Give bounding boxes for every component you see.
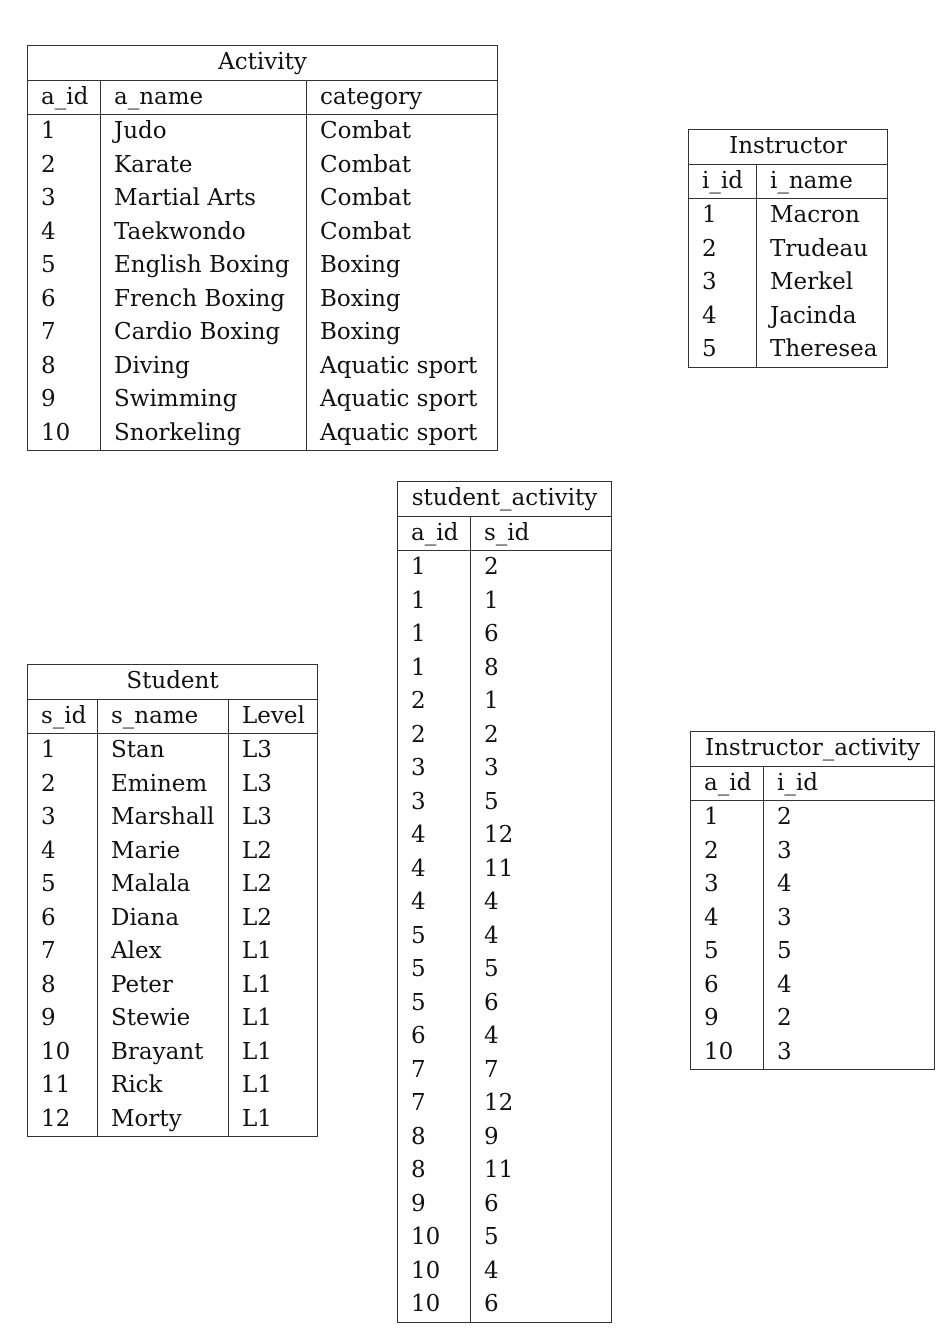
table-cell: 6 — [471, 1288, 612, 1322]
table-cell: L3 — [229, 801, 318, 835]
table-cell: L1 — [229, 969, 318, 1003]
table-cell: 10 — [704, 1038, 734, 1065]
table-row — [28, 1036, 318, 1070]
table-row — [398, 585, 612, 619]
table-cell: Swimming — [101, 383, 307, 417]
table-cell: Jacinda — [757, 300, 888, 334]
table-cell: L3 — [229, 768, 318, 802]
table-cell: Aquatic sport — [307, 383, 498, 417]
table-cell: Aquatic sport — [307, 417, 498, 451]
table-row — [28, 902, 318, 936]
table-cell: 2 — [41, 151, 56, 178]
table-row — [398, 618, 612, 652]
table-cell: Marie — [98, 835, 229, 869]
table-cell: 2 — [764, 801, 935, 835]
column-header: s_name — [98, 699, 229, 734]
table-cell: Eminem — [98, 768, 229, 802]
table-row — [398, 920, 612, 954]
table-cell: 6 — [471, 618, 612, 652]
table-cell: 3 — [41, 185, 56, 211]
table-row — [28, 383, 498, 417]
table-row — [398, 1054, 612, 1088]
table-cell: 10 — [411, 1257, 441, 1284]
table-row — [398, 719, 612, 753]
activity-table — [27, 45, 498, 451]
table-cell: 8 — [41, 352, 56, 379]
table-cell: 3 — [704, 871, 719, 897]
table-cell: L2 — [229, 868, 318, 902]
table-cell: 6 — [704, 971, 719, 998]
table-row — [398, 652, 612, 686]
table-cell: 12 — [471, 819, 612, 853]
table-cell: 4 — [411, 855, 426, 882]
table-cell: Stan — [98, 734, 229, 768]
table-cell: 4 — [471, 920, 612, 954]
table-row — [28, 801, 318, 835]
table-cell: 8 — [411, 1123, 426, 1150]
table-row — [28, 969, 318, 1003]
table-cell: Malala — [98, 868, 229, 902]
table-cell: 5 — [702, 336, 717, 362]
table-cell: 8 — [411, 1157, 426, 1183]
table-row — [398, 752, 612, 786]
table-cell: 3 — [764, 902, 935, 936]
table-cell: 4 — [704, 904, 719, 931]
table-row — [398, 1288, 612, 1322]
table-cell: 11 — [471, 1154, 612, 1188]
table-cell: Combat — [307, 216, 498, 250]
table-row — [691, 801, 935, 835]
table-cell: Aquatic sport — [307, 350, 498, 384]
table-cell: Taekwondo — [101, 216, 307, 250]
table-cell: 1 — [411, 654, 426, 681]
column-header: category — [307, 80, 498, 115]
table-cell: 8 — [41, 971, 56, 998]
instructor-activity-table — [690, 731, 935, 1070]
table-cell: Snorkeling — [101, 417, 307, 451]
table-cell: 3 — [764, 835, 935, 869]
table-cell: 1 — [411, 621, 426, 647]
table-cell: Theresea — [757, 333, 888, 367]
table-cell: 12 — [41, 1105, 71, 1132]
table-row — [398, 1020, 612, 1054]
table-cell: 3 — [764, 1036, 935, 1070]
table-cell: 2 — [471, 551, 612, 585]
table-row — [689, 199, 888, 233]
table-cell: 5 — [411, 922, 426, 949]
table-cell: Trudeau — [757, 233, 888, 267]
table-row — [689, 233, 888, 267]
table-row — [398, 886, 612, 920]
table-cell: 10 — [41, 419, 71, 446]
table-body — [398, 551, 612, 1323]
table-cell: 5 — [471, 953, 612, 987]
table-cell: 4 — [764, 868, 935, 902]
table-row — [28, 182, 498, 216]
table-cell: Cardio Boxing — [101, 316, 307, 350]
table-row — [28, 115, 498, 149]
table-cell: 5 — [471, 786, 612, 820]
table-body — [691, 801, 935, 1070]
table-cell: L2 — [229, 835, 318, 869]
table-row — [28, 216, 498, 250]
table-cell: 1 — [704, 804, 719, 830]
table-cell: 5 — [471, 1221, 612, 1255]
table-cell: 4 — [41, 837, 56, 864]
table-cell: 2 — [764, 1002, 935, 1036]
table-cell: Diana — [98, 902, 229, 936]
table-cell: 1 — [411, 587, 426, 614]
table-row — [28, 149, 498, 183]
table-title: student_activity — [398, 482, 612, 517]
table-cell: 10 — [411, 1224, 441, 1250]
table-cell: 6 — [471, 1188, 612, 1222]
table-cell: Brayant — [98, 1036, 229, 1070]
table-cell: Combat — [307, 149, 498, 183]
table-cell: Stewie — [98, 1002, 229, 1036]
table-row — [28, 350, 498, 384]
table-cell: L3 — [229, 734, 318, 768]
table-row — [28, 734, 318, 768]
table-cell: English Boxing — [101, 249, 307, 283]
table-cell: Combat — [307, 115, 498, 149]
table-cell: Rick — [98, 1069, 229, 1103]
table-row — [691, 935, 935, 969]
table-row — [398, 1188, 612, 1222]
table-row — [689, 300, 888, 334]
table-cell: Boxing — [307, 249, 498, 283]
table-row — [28, 1103, 318, 1137]
table-cell: 9 — [411, 1190, 426, 1217]
table-cell: 6 — [411, 1023, 426, 1049]
column-header: Level — [229, 699, 318, 734]
table-row — [691, 868, 935, 902]
table-cell: 4 — [764, 969, 935, 1003]
table-row — [28, 249, 498, 283]
table-row — [28, 835, 318, 869]
table-row — [398, 551, 612, 585]
table-cell: L1 — [229, 1069, 318, 1103]
table-cell: 4 — [411, 822, 426, 848]
table-row — [691, 835, 935, 869]
table-cell: 5 — [411, 989, 426, 1016]
table-cell: Merkel — [757, 266, 888, 300]
table-cell: Boxing — [307, 283, 498, 317]
table-row — [691, 902, 935, 936]
table-cell: 2 — [411, 721, 426, 748]
table-cell: 4 — [471, 1020, 612, 1054]
table-row — [398, 786, 612, 820]
column-header: i_id — [764, 766, 935, 801]
table-row — [398, 1087, 612, 1121]
column-header: s_id — [471, 516, 612, 551]
table-row — [398, 1255, 612, 1289]
table-body — [28, 115, 498, 451]
table-cell: 6 — [41, 285, 56, 312]
table-cell: Judo — [101, 115, 307, 149]
table-cell: L1 — [229, 935, 318, 969]
table-cell: 3 — [411, 788, 426, 815]
table-row — [398, 819, 612, 853]
table-cell: Martial Arts — [101, 182, 307, 216]
table-cell: 1 — [702, 202, 717, 228]
table-row — [398, 1221, 612, 1255]
table-cell: 8 — [471, 652, 612, 686]
table-cell: Macron — [757, 199, 888, 233]
table-cell: 4 — [471, 1255, 612, 1289]
table-cell: 7 — [411, 1090, 426, 1116]
table-cell: Karate — [101, 149, 307, 183]
table-row — [28, 935, 318, 969]
table-cell: 1 — [41, 737, 56, 763]
table-cell: 3 — [41, 804, 56, 830]
table-cell: Combat — [307, 182, 498, 216]
table-row — [28, 1069, 318, 1103]
table-cell: 3 — [411, 755, 426, 781]
table-cell: 5 — [764, 935, 935, 969]
table-cell: 5 — [41, 871, 56, 897]
table-cell: Marshall — [98, 801, 229, 835]
table-cell: 9 — [471, 1121, 612, 1155]
table-row — [691, 969, 935, 1003]
column-header: a_id — [398, 516, 471, 551]
table-row — [28, 768, 318, 802]
column-header: a_id — [28, 80, 101, 115]
table-cell: Peter — [98, 969, 229, 1003]
table-row — [398, 1154, 612, 1188]
table-row — [28, 316, 498, 350]
table-cell: 7 — [41, 319, 56, 345]
student-activity-table — [397, 481, 612, 1323]
table-cell: Diving — [101, 350, 307, 384]
table-cell: 6 — [471, 987, 612, 1021]
column-header: a_name — [101, 80, 307, 115]
table-cell: 7 — [411, 1056, 426, 1083]
table-cell: 9 — [41, 1005, 56, 1031]
table-row — [398, 685, 612, 719]
table-cell: 1 — [471, 585, 612, 619]
table-cell: L1 — [229, 1036, 318, 1070]
table-cell: 5 — [704, 938, 719, 964]
table-row — [398, 853, 612, 887]
table-body — [689, 199, 888, 368]
column-header: s_id — [28, 699, 98, 734]
table-cell: 5 — [411, 956, 426, 982]
table-cell: 1 — [471, 685, 612, 719]
table-cell: Alex — [98, 935, 229, 969]
table-cell: 10 — [41, 1038, 71, 1065]
table-cell: 1 — [411, 554, 426, 580]
table-cell: 4 — [411, 889, 426, 915]
table-cell: 2 — [704, 837, 719, 864]
table-cell: L1 — [229, 1103, 318, 1137]
table-cell: 2 — [471, 719, 612, 753]
table-title: Instructor — [689, 130, 888, 165]
table-cell: 4 — [471, 886, 612, 920]
table-cell: 6 — [41, 904, 56, 931]
table-row — [689, 333, 888, 367]
table-title: Instructor_activity — [691, 732, 935, 767]
table-title: Student — [28, 665, 318, 700]
table-cell: 2 — [41, 770, 56, 797]
table-row — [689, 266, 888, 300]
table-cell: 3 — [471, 752, 612, 786]
table-row — [28, 417, 498, 451]
table-row — [691, 1036, 935, 1070]
table-row — [691, 1002, 935, 1036]
table-cell: 7 — [41, 938, 56, 964]
column-header: a_id — [691, 766, 764, 801]
column-header: i_id — [689, 164, 757, 199]
table-cell: Morty — [98, 1103, 229, 1137]
table-cell: 2 — [411, 688, 426, 714]
table-title: Activity — [28, 46, 498, 81]
table-cell: 4 — [41, 218, 56, 245]
instructor-table — [688, 129, 888, 368]
table-cell: 9 — [704, 1005, 719, 1031]
table-cell: 7 — [471, 1054, 612, 1088]
table-row — [398, 987, 612, 1021]
table-cell: 11 — [471, 853, 612, 887]
table-cell: 2 — [702, 235, 717, 262]
table-cell: 10 — [411, 1291, 441, 1317]
table-cell: 3 — [702, 269, 717, 295]
table-body — [28, 734, 318, 1137]
table-cell: 4 — [702, 302, 717, 329]
table-cell: 9 — [41, 386, 56, 412]
table-cell: 11 — [41, 1072, 71, 1098]
table-row — [28, 283, 498, 317]
table-cell: 1 — [41, 118, 56, 144]
table-cell: L2 — [229, 902, 318, 936]
table-cell: Boxing — [307, 316, 498, 350]
table-row — [28, 1002, 318, 1036]
table-cell: 12 — [471, 1087, 612, 1121]
column-header: i_name — [757, 164, 888, 199]
table-row — [28, 868, 318, 902]
table-row — [398, 953, 612, 987]
table-row — [398, 1121, 612, 1155]
table-cell: 5 — [41, 252, 56, 278]
student-table — [27, 664, 318, 1137]
table-cell: L1 — [229, 1002, 318, 1036]
table-cell: French Boxing — [101, 283, 307, 317]
